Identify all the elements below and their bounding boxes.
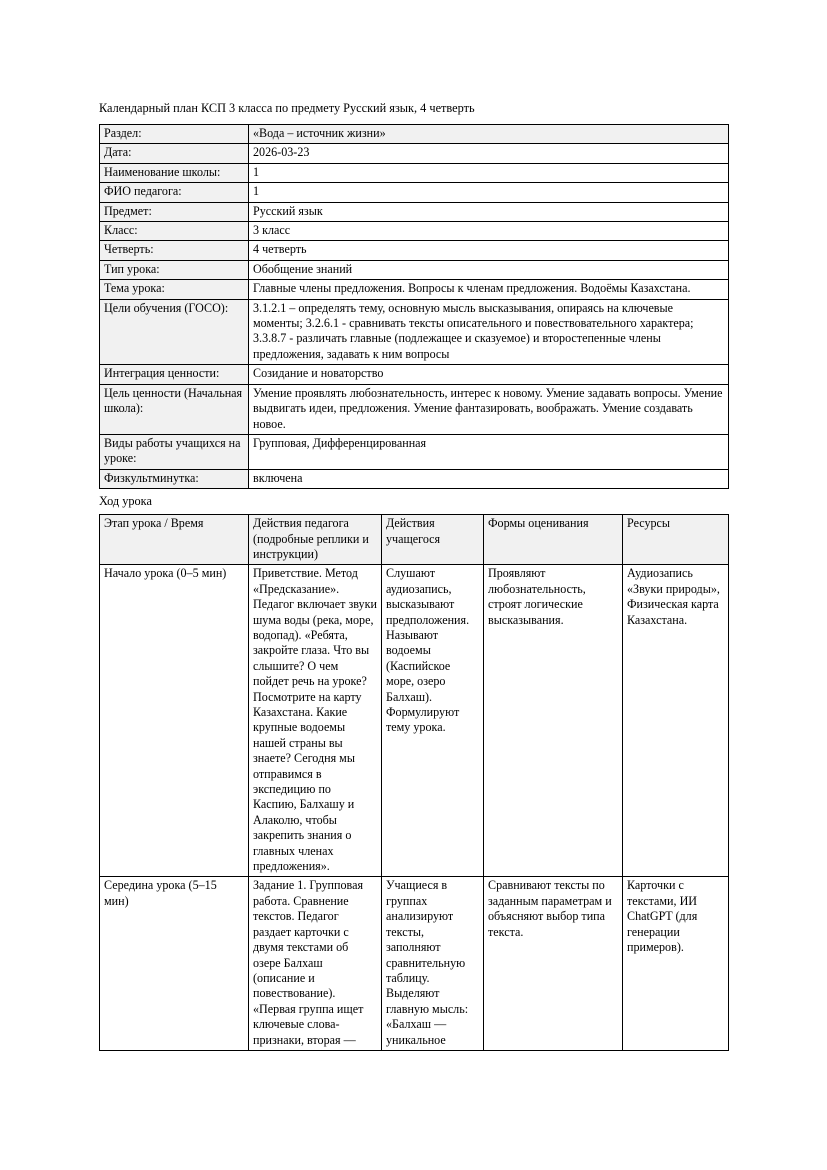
info-label: Дата: xyxy=(100,144,249,163)
info-label: Физкультминутка: xyxy=(100,469,249,488)
info-value: включена xyxy=(249,469,729,488)
table-row xyxy=(100,565,729,877)
table-row xyxy=(100,125,729,144)
table-row xyxy=(100,384,729,434)
table-row xyxy=(100,877,729,1050)
info-label: Предмет: xyxy=(100,202,249,221)
info-label: Тип урока: xyxy=(100,260,249,279)
lesson-flow-body xyxy=(100,565,729,1051)
info-value: 3.1.2.1 – определять тему, основную мысль высказывания, опираясь на ключевые моменты; 3.2.6.1 - сравнивать тексты описательного и повествовательного характера; 3.3.8.7 - различать главные (подлежащее и сказуемое) и второстепенные члены предложения, задавать к ним вопросы xyxy=(249,299,729,365)
cell-assessment: Сравнивают тексты по заданным параметрам и объясняют выбор типа текста. xyxy=(484,877,623,1050)
info-value: «Вода – источник жизни» xyxy=(249,125,729,144)
info-value: 4 четверть xyxy=(249,241,729,260)
info-value: 1 xyxy=(249,163,729,182)
table-row xyxy=(100,183,729,202)
info-label: Тема урока: xyxy=(100,280,249,299)
table-row xyxy=(100,163,729,182)
info-value: 3 класс xyxy=(249,222,729,241)
table-row xyxy=(100,280,729,299)
column-header-teacher-actions: Действия педагога (подробные реплики и инструкции) xyxy=(249,515,382,565)
cell-resources: Карточки с текстами, ИИ ChatGPT (для генерации примеров). xyxy=(623,877,729,1050)
info-label: Четверть: xyxy=(100,241,249,260)
lesson-flow-heading: Ход урока xyxy=(99,494,152,509)
table-row xyxy=(100,365,729,384)
info-value: Умение проявлять любознательность, интерес к новому. Умение задавать вопросы. Умение выдвигать идеи, предложения. Умение фантазировать, воображать. Умение создавать новое. xyxy=(249,384,729,434)
info-value: Русский язык xyxy=(249,202,729,221)
cell-resources: Аудиозапись «Звуки природы», Физическая карта Казахстана. xyxy=(623,565,729,877)
info-label: Класс: xyxy=(100,222,249,241)
cell-stage: Начало урока (0–5 мин) xyxy=(100,565,249,877)
table-header-row xyxy=(100,515,729,565)
cell-stage: Середина урока (5–15 мин) xyxy=(100,877,249,1050)
column-header-resources: Ресурсы xyxy=(623,515,729,565)
table-row xyxy=(100,469,729,488)
table-row xyxy=(100,434,729,469)
table-row xyxy=(100,241,729,260)
info-label: Наименование школы: xyxy=(100,163,249,182)
info-label: Раздел: xyxy=(100,125,249,144)
table-row xyxy=(100,260,729,279)
info-value: Главные члены предложения. Вопросы к членам предложения. Водоёмы Казахстана. xyxy=(249,280,729,299)
cell-student-actions: Слушают аудиозапись, высказывают предположения. Называют водоемы (Каспийское море, озеро Балхаш). Формулируют тему урока. xyxy=(382,565,484,877)
info-value: 2026-03-23 xyxy=(249,144,729,163)
cell-student-actions: Учащиеся в группах анализируют тексты, заполняют сравнительную таблицу. Выделяют главную мысль: «Балхаш — уникальное xyxy=(382,877,484,1050)
table-row xyxy=(100,299,729,365)
column-header-stage: Этап урока / Время xyxy=(100,515,249,565)
table-row xyxy=(100,222,729,241)
document-content xyxy=(99,100,728,1051)
info-value: Созидание и новаторство xyxy=(249,365,729,384)
column-header-assessment: Формы оценивания xyxy=(484,515,623,565)
table-row xyxy=(100,144,729,163)
table-row xyxy=(100,202,729,221)
page-title: Календарный план КСП 3 класса по предмету Русский язык, 4 четверть xyxy=(99,101,475,115)
info-label: Цели обучения (ГОСО): xyxy=(100,299,249,365)
cell-teacher-actions: Приветствие. Метод «Предсказание». Педагог включает звуки шума воды (река, море, водопад). «Ребята, закройте глаза. Что вы слышите? О чем пойдет речь на уроке? Посмотрите на карту Казахстана. Какие крупные водоемы нашей страны вы знаете? Сегодня мы отправимся в экспедицию по Каспию, Балхашу и Алаколю, чтобы закрепить знания о главных членах предложения». xyxy=(249,565,382,877)
lesson-flow-table xyxy=(99,514,729,1051)
lesson-info-body xyxy=(100,125,729,489)
info-label: Цель ценности (Начальная школа): xyxy=(100,384,249,434)
info-value: Групповая, Дифференцированная xyxy=(249,434,729,469)
column-header-student-actions: Действия учащегося xyxy=(382,515,484,565)
cell-assessment: Проявляют любознательность, строят логические высказывания. xyxy=(484,565,623,877)
cell-teacher-actions: Задание 1. Групповая работа. Сравнение текстов. Педагог раздает карточки с двумя текстами об озере Балхаш (описание и повествование). «Первая группа ищет ключевые слова-признаки, вторая — xyxy=(249,877,382,1050)
info-label: ФИО педагога: xyxy=(100,183,249,202)
lesson-flow-header xyxy=(100,515,729,565)
info-value: Обобщение знаний xyxy=(249,260,729,279)
info-value: 1 xyxy=(249,183,729,202)
info-label: Интеграция ценности: xyxy=(100,365,249,384)
lesson-info-table xyxy=(99,124,729,489)
info-label: Виды работы учащихся на уроке: xyxy=(100,434,249,469)
